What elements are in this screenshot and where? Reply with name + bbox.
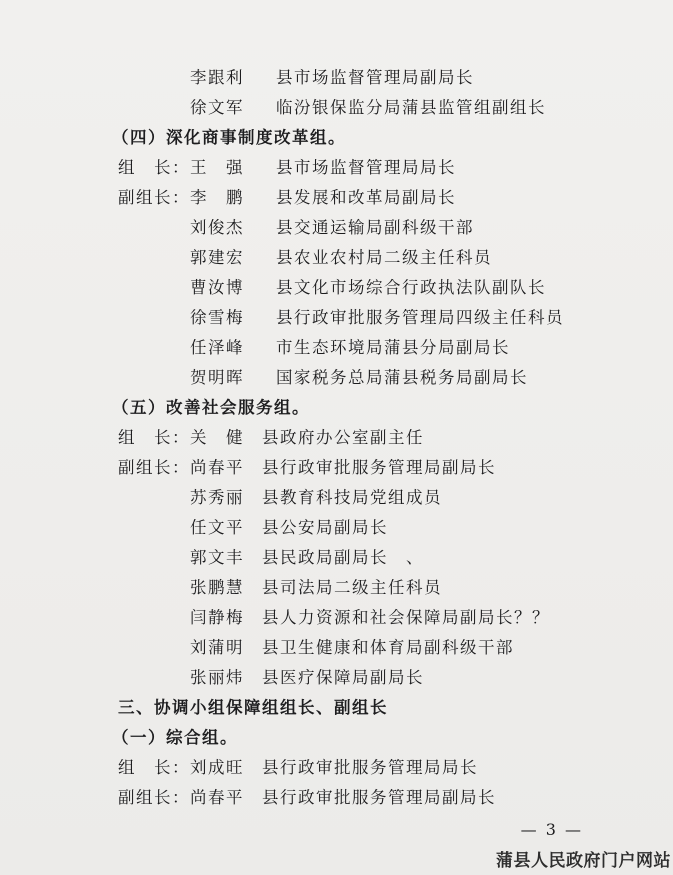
member-title: 县司法局二级主任科员: [262, 578, 442, 597]
member-line: [0, 484, 673, 512]
member-line: [0, 154, 673, 182]
role-label: 组 长：: [118, 158, 190, 177]
member-line: [0, 184, 673, 212]
member-title: 县文化市场综合行政执法队副队长: [276, 278, 546, 297]
member-name: 徐文军: [190, 98, 244, 117]
page-number: — 3 —: [520, 820, 583, 839]
member-line: [0, 214, 673, 242]
role-label: 副组长：: [118, 788, 190, 807]
member-line: [0, 334, 673, 362]
member-title: 县民政局副局长 、: [262, 548, 424, 567]
member-line: [0, 244, 673, 272]
member-title: 县行政审批服务管理局副局长: [262, 788, 496, 807]
member-title: 市生态环境局蒲县分局副局长: [276, 338, 510, 357]
member-name: 郭建宏: [190, 248, 244, 267]
member-name: 曹汝博: [190, 278, 244, 297]
member-name: 尚春平: [190, 788, 244, 807]
member-name: 闫静梅: [190, 608, 244, 627]
member-line: [0, 784, 673, 812]
member-name: 刘成旺: [190, 758, 244, 777]
member-title: 县行政审批服务管理局副局长: [262, 458, 496, 477]
section-heading: （五）改善社会服务组。: [112, 398, 310, 417]
member-line: [0, 574, 673, 602]
member-title: 县教育科技局党组成员: [262, 488, 442, 507]
member-title: 县发展和改革局副局长: [276, 188, 456, 207]
member-name: 李跟利: [190, 68, 244, 87]
member-name: 王 强: [190, 158, 244, 177]
member-title: 县行政审批服务管理局局长: [262, 758, 478, 777]
member-name: 李 鹏: [190, 188, 244, 207]
member-name: 任文平: [190, 518, 244, 537]
member-name: 贺明晖: [190, 368, 244, 387]
member-title: 县市场监督管理局副局长: [276, 68, 474, 87]
member-title: 国家税务总局蒲县税务局副局长: [276, 368, 528, 387]
member-line: [0, 274, 673, 302]
member-name: 刘俊杰: [190, 218, 244, 237]
member-name: 徐雪梅: [190, 308, 244, 327]
member-line: [0, 424, 673, 452]
member-line: [0, 94, 673, 122]
member-line: [0, 664, 673, 692]
member-title: 县政府办公室副主任: [262, 428, 424, 447]
role-label: 副组长：: [118, 458, 190, 477]
member-line: [0, 364, 673, 392]
site-watermark: 蒲县人民政府门户网站: [496, 851, 671, 871]
member-line: [0, 304, 673, 332]
member-title: 县交通运输局副科级干部: [276, 218, 474, 237]
member-line: [0, 634, 673, 662]
member-name: 关 健: [190, 428, 244, 447]
member-name: 张丽炜: [190, 668, 244, 687]
member-title: 县市场监督管理局局长: [276, 158, 456, 177]
member-title: 县人力资源和社会保障局副局长？？: [262, 608, 550, 627]
section-heading: （一）综合组。: [112, 728, 238, 747]
member-name: 郭文丰: [190, 548, 244, 567]
member-line: [0, 754, 673, 782]
member-title: 县卫生健康和体育局副科级干部: [262, 638, 514, 657]
section-heading: （四）深化商事制度改革组。: [112, 128, 346, 147]
member-name: 张鹏慧: [190, 578, 244, 597]
member-line: [0, 544, 673, 572]
member-title: 县医疗保障局副局长: [262, 668, 424, 687]
member-name: 任泽峰: [190, 338, 244, 357]
member-line: [0, 64, 673, 92]
role-label: 组 长：: [118, 758, 190, 777]
member-title: 县农业农村局二级主任科员: [276, 248, 492, 267]
member-line: [0, 514, 673, 542]
member-name: 苏秀丽: [190, 488, 244, 507]
member-line: [0, 454, 673, 482]
member-title: 县公安局副局长: [262, 518, 388, 537]
member-title: 临汾银保监分局蒲县监管组副组长: [276, 98, 546, 117]
member-name: 尚春平: [190, 458, 244, 477]
role-label: 组 长：: [118, 428, 190, 447]
member-name: 刘蒲明: [190, 638, 244, 657]
role-label: 副组长：: [118, 188, 190, 207]
member-line: [0, 604, 673, 632]
member-title: 县行政审批服务管理局四级主任科员: [276, 308, 564, 327]
chapter-heading: 三、协调小组保障组组长、副组长: [118, 698, 388, 717]
